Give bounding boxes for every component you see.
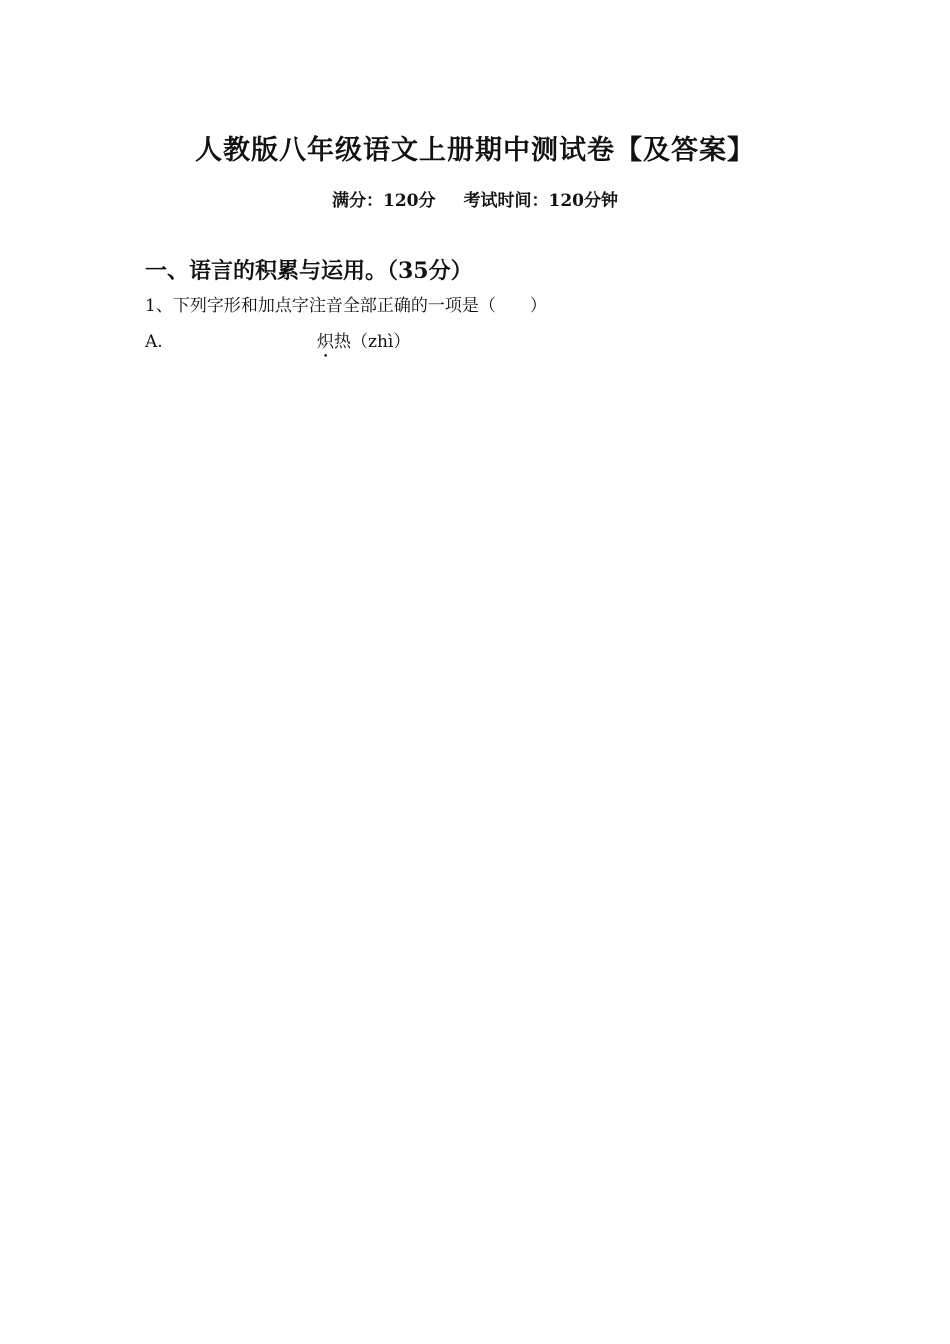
full-score: 满分：120分 bbox=[332, 191, 436, 211]
exam-meta bbox=[0, 186, 950, 211]
option-word-1: 炽热（zhì） bbox=[317, 332, 411, 352]
q1-option-a bbox=[145, 331, 705, 353]
section-heading: 一、语言的积累与运用。（35分） bbox=[145, 258, 473, 284]
option-label: A. bbox=[145, 332, 163, 352]
q1-stem: 1、下列字形和加点字注音全部正确的一项是（ ） bbox=[145, 296, 547, 316]
page-title: 人教版八年级语文上册期中测试卷【及答案】 bbox=[195, 135, 755, 166]
exam-time: 考试时间：120分钟 bbox=[463, 191, 618, 211]
